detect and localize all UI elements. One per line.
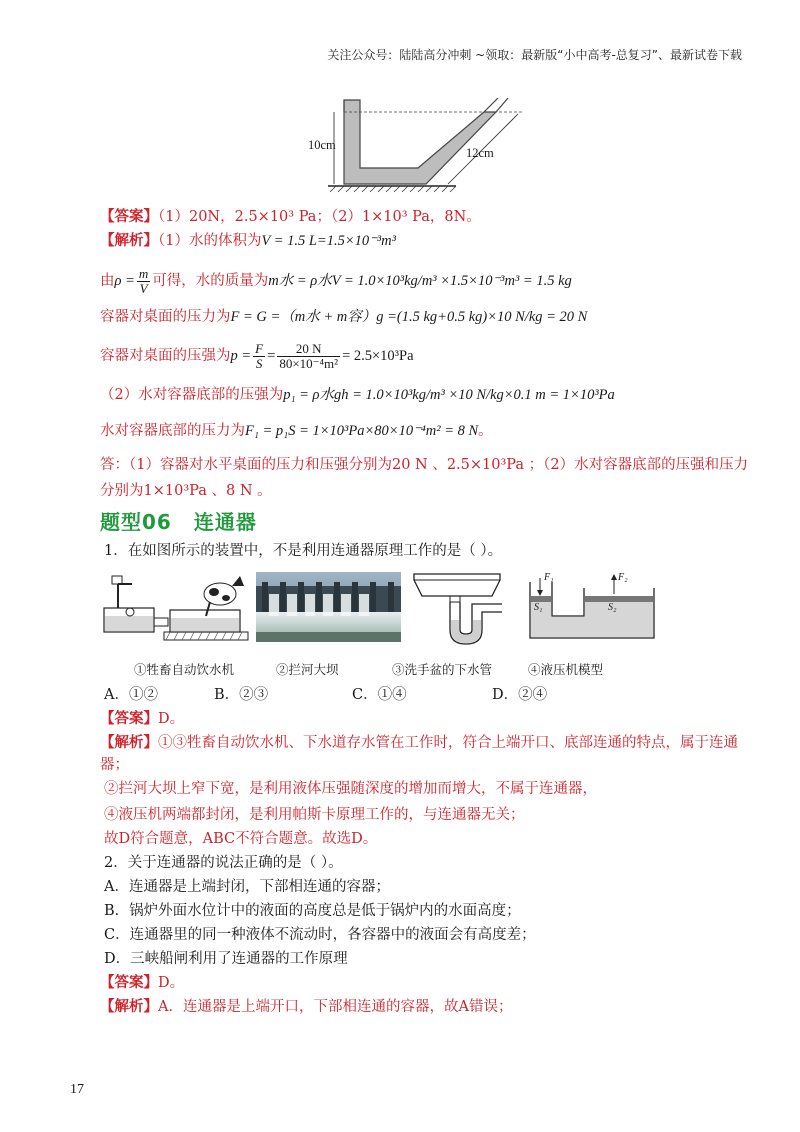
caption-2: ②拦河大坝 [276,662,339,677]
option-c: C．①④ [352,687,407,703]
label-12cm: 12cm [466,146,494,160]
force-formula: F = G =（m水 + m容）g =(1.5 kg+0.5 kg)×10 N/kg = 20 N [230,309,588,325]
label-s1: S₁ [534,602,543,613]
mass-formula: m水 = ρ水V = 1.0×10³kg/m³ ×1.5×10⁻³m³ = 1.5 kg [268,273,572,289]
dam-photo [256,572,401,642]
conclusion-line-1: 答：（1）容器对水平桌面的压力和压强分别为20 N 、2.5×10³Pa ；（2）水对容器底部的压强和压力 [100,457,749,473]
pressure-symbol: p = [230,348,252,364]
pressure-fraction-1: $\frac{F}{S}$ [255,340,264,371]
analysis-line-5 [100,384,615,406]
analysis-text: （1）水的体积为 [158,233,262,249]
question-2-stem: 2．关于连通器的说法正确的是（ ）。 [104,855,343,871]
answer-bracket: 【答案】 [100,710,158,727]
analysis-line-6 [100,420,493,442]
option-b: B．②③ [214,687,269,703]
q1-analysis-2: 器； [100,757,129,773]
analysis-bracket: 【解析】 [100,734,158,751]
conclusion-line-2: 分别为1×10³Pa 、8 N 。 [100,483,272,499]
q2-option-c: C．连通器里的同一种液体不流动时，各容器中的液面会有高度差； [104,927,536,943]
q2-answer [100,972,184,994]
q2-analysis [100,996,512,1018]
label-10cm: 10cm [308,138,336,152]
analysis-text: 可得，水的质量为 [152,273,269,289]
answer-text: D。 [158,711,185,727]
section-title [100,506,257,535]
density-symbol: ρ = [114,273,135,289]
label-f1: F₁ [544,572,554,583]
caption-1: ①牲畜自动饮水机 [134,662,235,677]
caption-3: ③洗手盆的下水管 [392,662,493,677]
q1-analysis-3: ②拦河大坝上窄下宽，是利用液体压强随深度的增加而增大，不属于连通器， [104,781,597,797]
option-a: A．①② [104,687,158,703]
analysis-bracket: 【解析】 [100,998,158,1015]
analysis-line-4 [100,336,414,376]
q2-option-d: D．三峡船闸利用了连通器的工作原理 [104,951,348,967]
analysis-line-1 [100,230,396,252]
pressure-fraction-2: $\frac{20 N}{\text{80×10⁻⁴m²}}$ [279,340,339,371]
answer-bracket: 【答案】 [100,208,158,225]
volume-formula: V = 1.5 L=1.5×10⁻³m³ [261,233,396,249]
section-name: 连通器 [193,510,257,534]
equals: = [267,348,276,364]
q1-answer [100,708,184,730]
answer-text: D。 [158,975,185,991]
q2-option-a: A．连通器是上端封闭，下部相连通的容器； [104,879,390,895]
density-fraction: $\frac{m}{V}$ [138,265,149,296]
livestock-waterer-figure [102,572,250,642]
answer-bracket: 【答案】 [100,974,158,991]
period: 。 [478,423,493,439]
q1-analysis-4: ④液压机两端都封闭，是利用帕斯卡原理工作的，与连通器无关； [104,807,525,823]
analysis-text: 水对容器底部的压力为 [100,423,245,439]
page-number: 17 [70,1082,84,1097]
label-f2: F₂ [618,572,628,583]
answer-line [100,206,481,228]
analysis-line-3 [100,306,587,328]
question-1-stem: 1．在如图所示的装置中，不是利用连通器原理工作的是（ ）。 [104,543,503,559]
analysis-text: A．连通器是上端开口，下部相连通的容器，故A错误； [158,999,513,1015]
bottom-pressure-formula: p₁ = ρ水gh = 1.0×10³kg/m³ ×10 N/kg×0.1 m = 1×10³Pa [283,387,615,403]
sink-drain-figure [412,572,502,648]
page-header: 关注公众号：陆陆高分冲刺 ~领取：最新版“小中高考-总复习”、最新试卷下载 [327,48,742,62]
analysis-bracket: 【解析】 [100,232,158,249]
pressure-result: = 2.5×10³Pa [342,348,414,364]
analysis-text: 容器对桌面的压强为 [100,348,231,364]
bottom-force-formula: F₁ = p₁S = 1×10³Pa×80×10⁻⁴m² = 8 N [245,423,479,439]
analysis-text: （2）水对容器底部的压强为 [100,387,284,403]
q1-analysis-5: 故D符合题意，ABC不符合题意。故选D。 [104,831,378,847]
option-d: D．②④ [492,687,548,703]
analysis-text: ①③牲畜自动饮水机、下水道存水管在工作时，符合上端开口、底部连通的特点，属于连通 [158,735,738,751]
answer-text: （1）20N，2.5×10³ Pa；（2）1×10³ Pa，8N。 [158,209,481,225]
label-s2: S₂ [608,602,617,613]
q2-option-b: B．锅炉外面水位计中的液面的高度总是低于锅炉内的水面高度； [104,903,521,919]
analysis-line-2 [100,264,572,298]
analysis-text: 容器对桌面的压力为 [100,309,231,325]
caption-4: ④液压机模型 [528,662,604,677]
section-number: 题型06 [100,510,172,534]
analysis-text: 由 [100,273,115,289]
q1-analysis-1 [100,732,738,754]
